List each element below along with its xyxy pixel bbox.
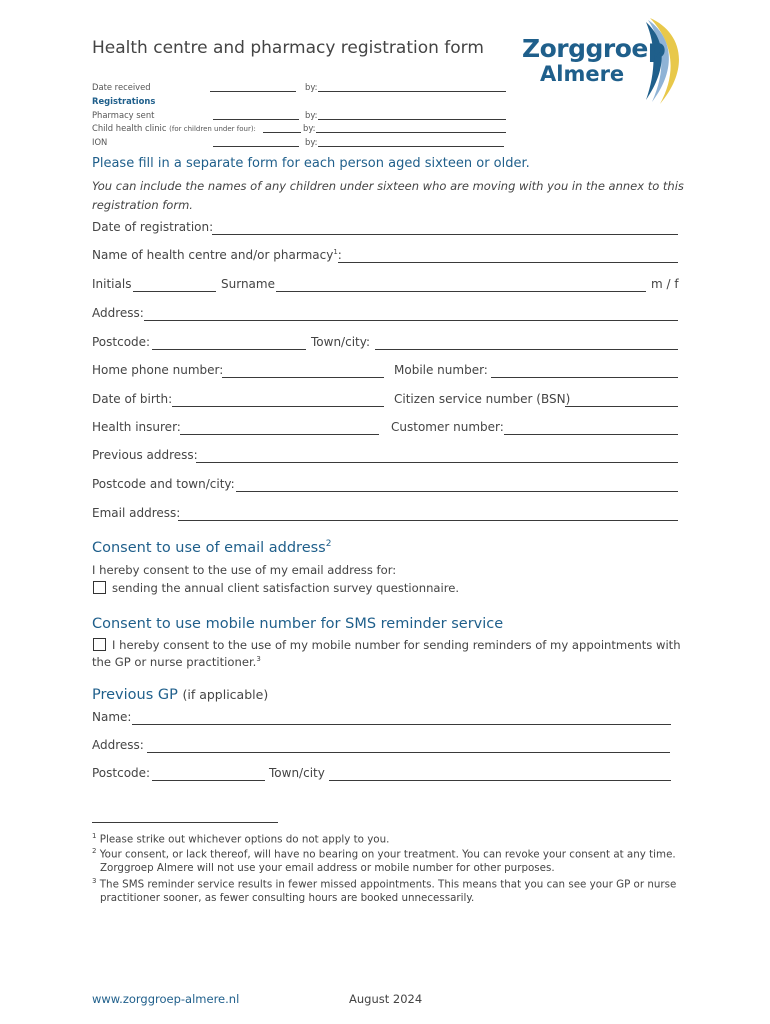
label-town-city: Town/city:	[311, 335, 371, 349]
label-previous-address: Previous address:	[92, 448, 198, 462]
admin-child-clinic: Child health clinic (for children under four):	[92, 123, 256, 133]
email-field[interactable]	[178, 520, 678, 521]
admin-pharmacy-sent: Pharmacy sent	[92, 110, 155, 120]
footnote-3-cont: practitioner sooner, as fewer consulting hours are booked unnecessarily.	[100, 892, 475, 904]
dob-field[interactable]	[172, 406, 384, 407]
page-title: Health centre and pharmacy registration form	[92, 38, 484, 58]
label-home-phone: Home phone number:	[92, 363, 224, 377]
bsn-field[interactable]	[565, 406, 678, 407]
footnote-separator	[92, 822, 278, 823]
label-bsn: Citizen service number (BSN)	[394, 392, 571, 406]
label-insurer: Health insurer:	[92, 420, 181, 434]
label-mobile: Mobile number:	[394, 363, 488, 377]
logo-text-line2: Almere	[540, 62, 625, 86]
label-email: Email address:	[92, 506, 181, 520]
footnote-3: $^3$ The SMS reminder service results in fewer missed appointments. This means that you can see your GP or nurse	[92, 877, 677, 891]
footer-date: August 2024	[349, 992, 423, 1006]
gp-postcode-field[interactable]	[152, 780, 265, 781]
surname-field[interactable]	[276, 291, 646, 292]
admin-by: by:	[305, 110, 318, 120]
footnote-1: $^1$ Please strike out whichever options do not apply to you.	[92, 832, 390, 846]
label-postcode: Postcode:	[92, 335, 151, 349]
admin-by: by:	[303, 123, 316, 133]
label-surname: Surname	[221, 277, 275, 291]
label-date-of-registration: Date of registration:	[92, 220, 214, 234]
heading-previous-gp: Previous GP (if applicable)	[92, 687, 269, 703]
intro-line1: Please fill in a separate form for each person aged sixteen or older.	[92, 156, 530, 171]
name-health-centre-field[interactable]	[338, 262, 678, 263]
consent-sms-text1: I hereby consent to the use of my mobile number for sending reminders of my appointments with	[112, 638, 681, 652]
initials-field[interactable]	[133, 291, 216, 292]
admin-by: by:	[305, 82, 318, 92]
consent-sms-text2: the GP or nurse practitioner.$^3$	[92, 655, 261, 669]
footnote-2-cont: Zorggroep Almere will not use your email address or mobile number for other purposes.	[100, 862, 555, 874]
town-city-field[interactable]	[375, 349, 678, 350]
gp-name-field[interactable]	[132, 724, 671, 725]
heading-consent-email: Consent to use of email address$^2$	[92, 539, 332, 556]
consent-email-option: sending the annual client satisfaction survey questionnaire.	[112, 581, 460, 595]
label-gp-postcode: Postcode:	[92, 766, 151, 780]
label-postcode-town: Postcode and town/city:	[92, 477, 235, 491]
date-of-registration-field[interactable]	[212, 234, 678, 235]
postcode-town-field[interactable]	[236, 491, 678, 492]
mobile-field[interactable]	[491, 377, 678, 378]
consent-email-checkbox[interactable]	[93, 581, 106, 594]
label-name-health-centre: Name of health centre and/or pharmacy$^1$:	[92, 248, 342, 262]
postcode-field[interactable]	[152, 349, 306, 350]
label-address: Address:	[92, 306, 144, 320]
address-field[interactable]	[144, 320, 678, 321]
home-phone-field[interactable]	[222, 377, 384, 378]
label-customer-number: Customer number:	[391, 420, 504, 434]
admin-ion: ION	[92, 137, 108, 147]
label-gp-address: Address:	[92, 738, 144, 752]
consent-sms-checkbox[interactable]	[93, 638, 106, 651]
gp-address-field[interactable]	[147, 752, 670, 753]
label-dob: Date of birth:	[92, 392, 173, 406]
admin-by: by:	[305, 137, 318, 147]
consent-email-text: I hereby consent to the use of my email address for:	[92, 563, 397, 577]
admin-date-received: Date received	[92, 82, 151, 92]
label-gp-name: Name:	[92, 710, 132, 724]
logo-text-line1: Zorggroep	[522, 34, 666, 63]
previous-address-field[interactable]	[196, 462, 678, 463]
admin-registrations: Registrations	[92, 96, 156, 106]
footer-url-link[interactable]: www.zorggroep-almere.nl	[92, 992, 240, 1006]
heading-consent-sms: Consent to use mobile number for SMS reminder service	[92, 616, 504, 632]
label-gender: m / f	[651, 277, 679, 291]
gp-town-field[interactable]	[329, 780, 671, 781]
insurer-field[interactable]	[180, 434, 379, 435]
label-initials: Initials	[92, 277, 132, 291]
label-gp-town: Town/city	[269, 766, 325, 780]
customer-number-field[interactable]	[504, 434, 678, 435]
footnote-2: $^2$ Your consent, or lack thereof, will have no bearing on your treatment. You can revoke your consent at any time.	[92, 847, 676, 861]
intro-line2: You can include the names of any children under sixteen who are moving with you in the annex to this registration form.	[92, 179, 684, 212]
